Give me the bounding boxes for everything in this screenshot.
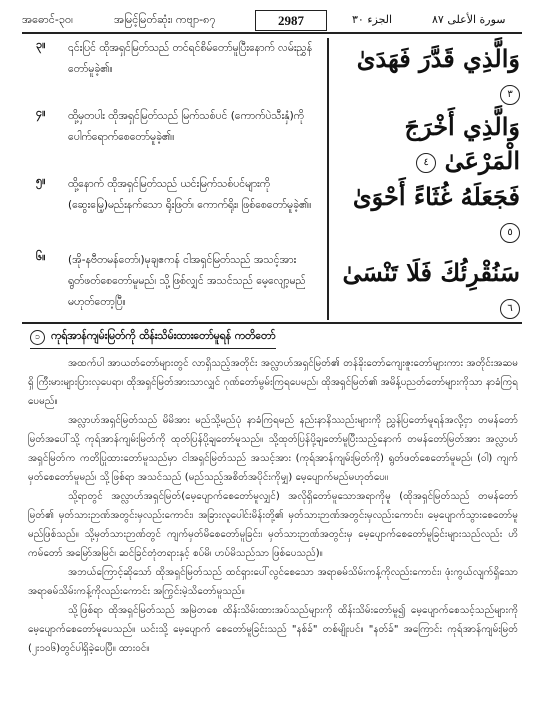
arabic-text: وَالَّذِي قَدَّرَ فَهَدَىٰ (356, 44, 520, 73)
section-divider (22, 322, 522, 324)
verse-number: ၄။ (36, 106, 46, 119)
verse-arabic (340, 42, 520, 110)
ayah-number-icon: ٦ (500, 299, 520, 319)
arabic-text: سَنُقْرِئُكَ فَلَا تَنْسَىٰ (342, 258, 520, 287)
header-sura-right: سورة الأعلى ٨٧ (432, 13, 506, 26)
ayah-number-icon: ٤ (416, 153, 436, 173)
quran-page (22, 10, 522, 700)
header-title: အမြင့်မြတ်ဆုံး၊ ကဗျာ-၈၇ (114, 13, 216, 26)
verse-arabic (340, 110, 520, 178)
verse-arabic (340, 256, 520, 324)
commentary-heading (30, 330, 276, 349)
verse-arabic (340, 180, 520, 248)
header-sura-left: အဓောင်-၃၀၊ (22, 13, 73, 26)
commentary-paragraph: သို့ဖြစ်ရာ ထိုအရှင်မြတ်သည် အမြဲတစေ ထိန်းသိမ်းထားအပ်သည်များကို ထိန်းသိမ်းတော်မူ၍ မေ့ပျောက်စေသင့်သည်များကို မေ့ပျောက်စေတော်မူပေသည်။ ယင်းသို့ မေ့ပျောက် စေတော်မူခြင်းသည် "နစ်ခ်" တစ်မျိုးပင်။ "နတ်ခ်" အကြောင်း ကုရ်အာန်ကျမ်းမြတ် (၂း၁၀၆)တွင်ပါရှိခဲ့ပေပြီ။ ထားဝင်။ (28, 605, 518, 654)
ayah-number-icon: ٣ (500, 85, 520, 105)
verse-number: ၅။ (36, 174, 46, 187)
verse-row (22, 250, 522, 318)
verse-number: ၃။ (36, 38, 46, 51)
verse-row (22, 106, 522, 175)
arabic-text: وَالَّذِي أَخْرَجَ الْمَرْعَىٰ (404, 112, 520, 175)
verse-row (22, 174, 522, 242)
header-juz: الجزء ٣٠ (352, 13, 393, 26)
commentary-paragraph: သို့ရာတွင် အလ္လာဟ်အရှင်မြတ်(မေ့ပျောက်စေတော်မူလျှင်) အလိုရှိတော်မူသောအရာကိုမူ (ထိုအရှင်မြတ်သည် တမန်တော်မြတ်၏ မှတ်သားဉာဏ်အတွင်းမှလည်းကောင်း၊ အခြားလူပေါင်းမိန်းတို့၏ မှတ်သားဉာဏ်အတွင်းမှလည်းကောင်း၊ မေ့ပျောက်သွားစေတော်မူမည်ဖြစ်သည်။ သို့မှတ်သားဉာဏ်တွင် ကျက်မှတ်မိစေတော်မူခြင်း၊ မှတ်သားဉာဏ်အတွင်းမှ မေ့ပျောက်စေတော်မူခြင်းများသည်လည်း ဟိကမ်တော် အမြော်အမြင်၊ ဆင်ခြင်တုံတရားနှင့် စပ်မိ၊ ဟပ်မိသည်သာ ဖြစ်ပေသည်)။ (28, 491, 518, 559)
page-number: 2987 (255, 10, 327, 31)
verse-translation: (အို-နဗီတမန်တော်၊)မုချဧကန် ငါအရှင်မြတ်သည် အသင့်အား ရွတ်ဖတ်စေတော်မူမည်၊ သို့ဖြစ်လျှင် အသင်သည် မေ့လျော့မည်မဟုတ်တော့ပြီ။ (68, 254, 306, 308)
verse-number: ၆။ (36, 250, 46, 263)
page-header (22, 10, 522, 34)
arabic-text: فَجَعَلَهُ غُثَاءً أَحْوَىٰ (352, 182, 520, 211)
verse-translation: ထို့မှတပါး ထိုအရှင်မြတ်သည် မြက်သစ်ပင် (ကောက်ပဲသီးနှံ)ကို ပေါက်ရောက်စေတော်မူခဲ့၏။ (68, 110, 304, 143)
verse-translation: ၎င်းပြင် ထိုအရှင်မြတ်သည် တင်ရင်စိမ်တော်မူပြီးနောက် လမ်းညွှန်တော်မူခဲ့၏။ (68, 42, 313, 75)
commentary-paragraph: အလ္လာဟ်အရှင်မြတ်သည် မိမိအား မည်သို့မည်ပုံ နာခံကြရမည် နည်းနာနိဿည်းများကို ညွှန်ပြတော်မူရန်အလို့ငှာ တမန်တော်မြတ်အပေါ်သို့ ကုရ်အာန်ကျမ်းမြတ်ကို ထုတ်ပြန်ပို့ချတော်မူသည်။ သို့ထုတ်ပြန်ပို့ချတော်မူပြီးသည့်နောက် တမန်တော်မြတ်အား အလ္လာဟ်အရှင်မြတ်က ကတိပြုထားတော်မူသည်မှာ ငါအရှင်မြတ်သည် အသင့်အား (ကုရ်အာန်ကျမ်းမြတ်ကို) ရွတ်ဖတ်စေတော်မူမည်၊ (ဝါ) ကျက်မှတ်စေတော်မူမည်၊ သို့ဖြစ်ရာ အသင်သည် (မည်သည့်အစိတ်အပိုင်းကိုမျှ) မေ့ပျောက်မည်မဟုတ်ပေ။ (28, 415, 518, 483)
commentary-paragraph: အထက်ပါ အာယတ်တော်များတွင် လာရှိသည့်အတိုင်း အလ္လာဟ်အရှင်မြတ်၏ တန်ခိုးတော်ကျေးဇူးတော်များကား အတိုင်းအဆမရှိ ကြီးမားများပြားလှပေရာ၊ ထိုအရှင်မြတ်အားသာလျှင် ဂုဏ်တော်မွမ်းကြရပေမည်၊ ထိုအရှင်မြတ်၏ အမိန့်ပညတ်တော်များကိုသာ နာခံကြရပေမည်။ (28, 358, 518, 407)
verse-translation: ထို့နောက် ထိုအရှင်မြတ်သည် ယင်းမြက်သစ်ပင်များကို (ဆွေးမြေ့)မည်းနက်သော ရိုးဖြတ်၊ ကောက်ရိုး၊ ဖြစ်စေတော်မူခဲ့၏။ (68, 178, 312, 211)
verse-table (22, 38, 522, 320)
commentary-body (28, 354, 518, 658)
footnote-number-icon: ၁ (30, 330, 45, 345)
commentary-title: ကုရ်အာန်ကျမ်းမြတ်ကို ထိန်းသိမ်းထားတော်မူရန် ကတိတော် (51, 330, 276, 342)
verse-row (22, 38, 522, 100)
commentary-paragraph: အဘယ်ကြောင့်ဆိုသော် ထိုအရှင်မြတ်သည် ထင်ရှားပေါ်လွင်စေသော အရာဓမ်သိမ်းကန့်ကိုလည်းကောင်း၊ ဖုံးကွယ်လျက်ရှိသော အရာဓမ်သိမ်းကန့်ကိုလည်းကောင်း အကြွင်းမဲ့သိတော်မူသည်။ (28, 567, 518, 597)
ayah-number-icon: ٥ (500, 223, 520, 243)
